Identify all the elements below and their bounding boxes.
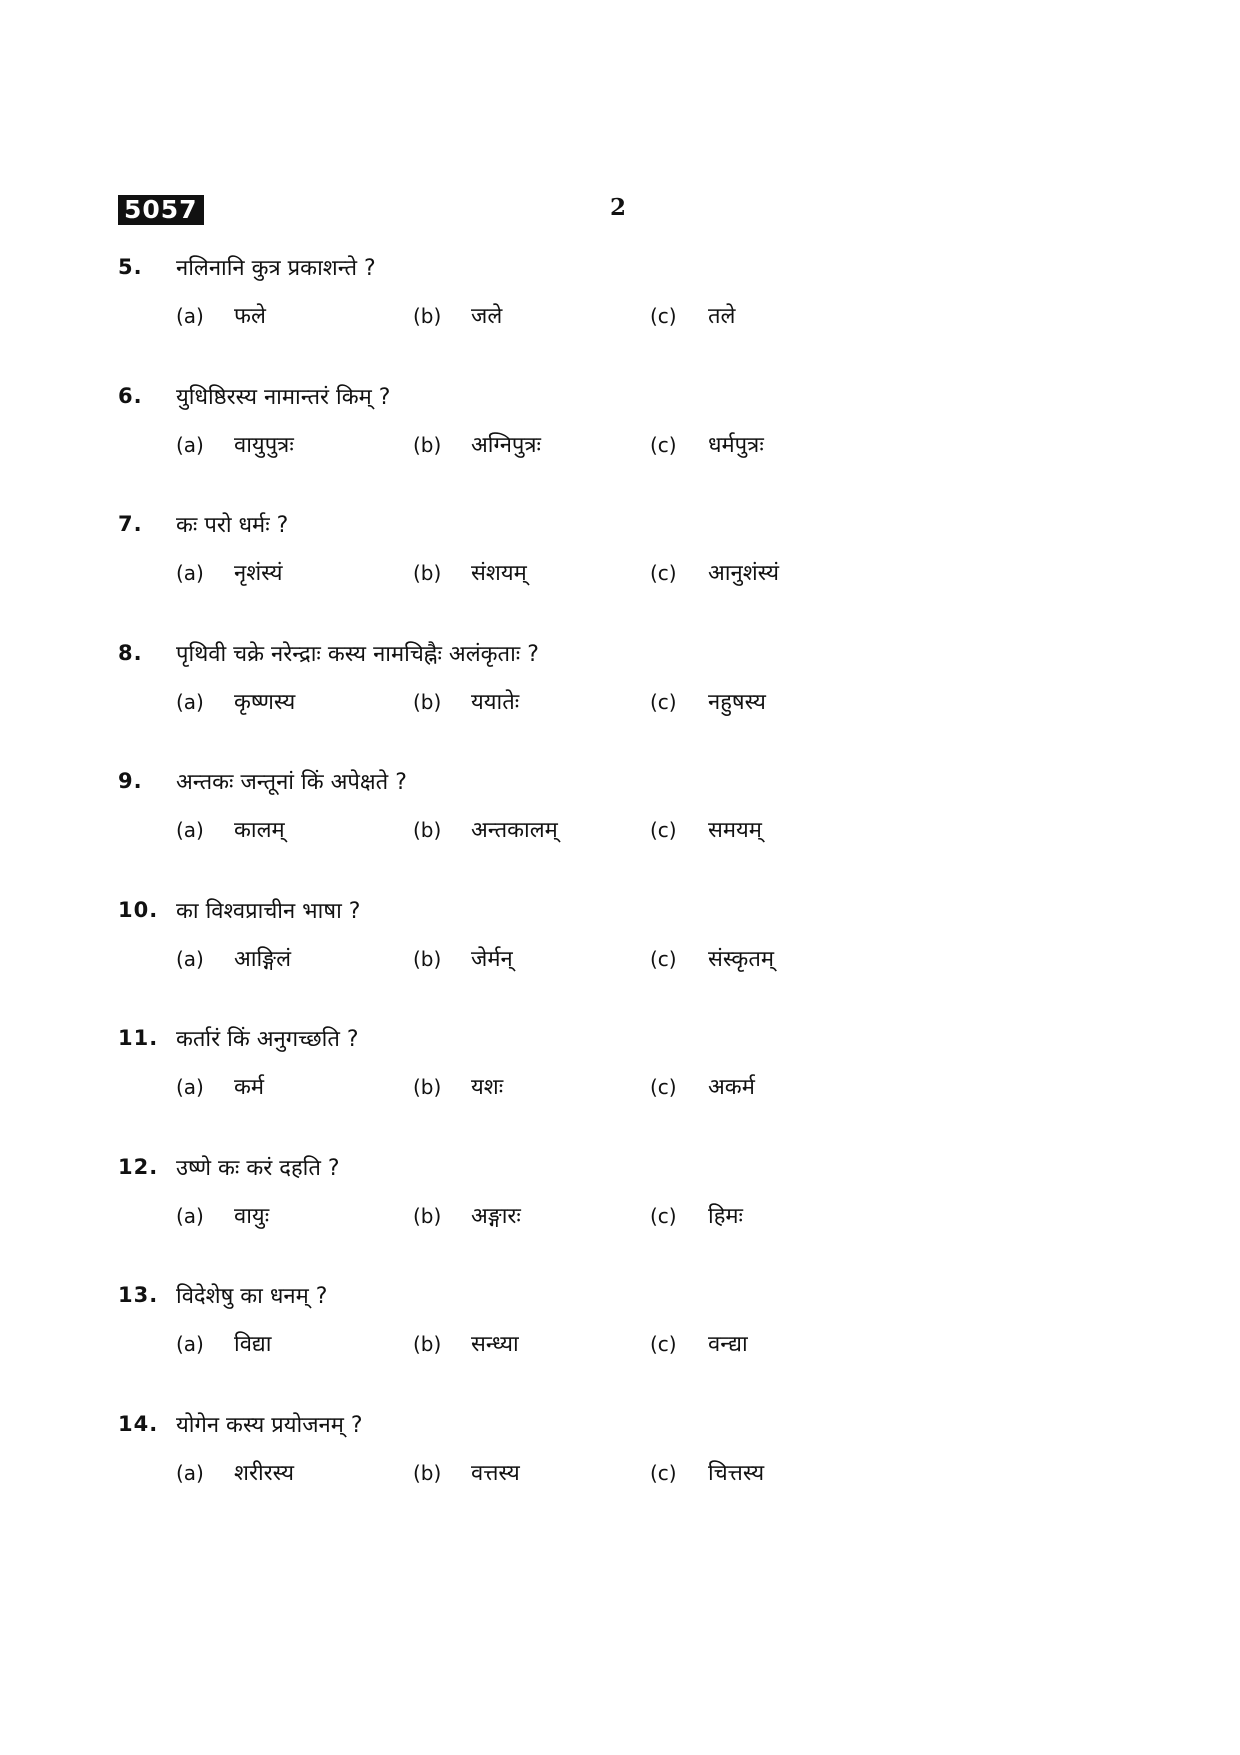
question-number: 12. [118,1154,159,1179]
page-number: 2 [610,194,627,221]
option-label: (c) [650,818,677,842]
question-number: 9. [118,769,143,793]
option-label: (a) [176,818,204,842]
option-label: (a) [176,689,204,714]
option-label: (a) [176,1460,204,1485]
option-text: चित्तस्य [708,1460,765,1486]
option-text: ययातेः [471,689,520,715]
question-text: कः परो धर्मः ? [176,513,289,538]
option-label: (b) [413,304,442,328]
option-c [650,943,774,973]
option-label: (a) [176,946,204,971]
question-number: 8. [118,640,143,665]
option-c [650,1457,764,1487]
option-label: (b) [413,1460,442,1485]
question-item [118,1283,1118,1412]
question-number: 11. [118,1026,159,1050]
option-text: जेर्मन् [471,946,513,972]
option-a [176,943,291,973]
option-b [413,557,527,587]
option-c [650,686,766,716]
option-b [413,1200,521,1230]
option-text: धर्मपुत्रः [708,432,764,458]
question-number: 6. [118,383,143,408]
option-text: वायुः [234,1203,270,1229]
question-text: विदेशेषु का धनम् ? [176,1284,328,1309]
option-label: (c) [650,946,677,971]
option-c [650,300,735,330]
question-item [118,255,1118,384]
option-label: (c) [650,432,677,457]
option-b [413,1071,503,1101]
option-a [176,814,285,844]
option-b [413,1328,519,1358]
question-text: उष्णे कः करं दहति ? [176,1155,340,1181]
option-b [413,943,513,973]
question-text: युधिष्ठिरस्य नामान्तरं किम् ? [176,384,391,410]
question-item [118,769,1118,898]
option-text: अङ्गारः [471,1203,521,1229]
option-label: (c) [650,1460,677,1485]
question-item [118,512,1118,641]
option-text: नृशंस्यं [234,561,283,586]
option-c [650,1328,748,1358]
option-c [650,814,762,844]
option-label: (c) [650,304,677,328]
option-text: जले [471,304,503,329]
option-text: कर्म [234,1075,265,1100]
question-text: का विश्वप्राचीन भाषा ? [176,898,361,924]
option-b [413,300,502,330]
option-c [650,1071,755,1101]
option-label: (b) [413,1332,442,1356]
question-text: अन्तकः जन्तूनां किं अपेक्षते ? [176,770,407,795]
question-item [118,641,1118,770]
page-code-badge: 5057 [118,195,204,225]
option-text: हिमः [708,1203,743,1229]
option-text: वन्द्या [708,1332,748,1357]
option-label: (c) [650,1075,677,1099]
question-item [118,1412,1118,1541]
question-text: नलिनानि कुत्र प्रकाशन्ते ? [176,256,376,281]
option-a [176,1328,272,1358]
option-label: (b) [413,432,442,457]
option-c [650,1200,743,1230]
option-text: आनुशंस्यं [708,561,779,586]
option-text: अकर्म [708,1075,755,1100]
option-label: (b) [413,1203,442,1228]
option-a [176,1200,269,1230]
option-label: (a) [176,1075,204,1099]
question-item [118,1026,1118,1155]
option-label: (a) [176,1203,204,1228]
option-text: शरीरस्य [234,1460,294,1486]
option-label: (c) [650,1332,677,1356]
option-text: संशयम् [471,561,527,586]
option-a [176,557,283,587]
question-item [118,1155,1118,1284]
question-number: 7. [118,512,143,536]
question-item [118,898,1118,1027]
option-text: कालम् [234,818,285,843]
question-number: 5. [118,255,143,279]
option-label: (a) [176,304,204,328]
option-c [650,557,779,587]
option-text: अन्तकालम् [471,818,558,843]
option-label: (b) [413,946,442,971]
question-number: 13. [118,1283,159,1307]
option-label: (b) [413,561,442,585]
option-label: (b) [413,818,442,842]
question-text: योगेन कस्य प्रयोजनम् ? [176,1412,363,1438]
option-label: (c) [650,1203,677,1228]
question-text: कर्तारं किं अनुगच्छति ? [176,1027,359,1052]
option-text: अग्निपुत्रः [471,432,541,458]
question-item [118,384,1118,513]
option-text: कृष्णस्य [234,689,296,715]
option-text: विद्या [234,1332,272,1357]
option-text: समयम् [708,818,762,843]
option-text: आङ्गिलं [234,946,292,972]
option-a [176,429,294,459]
option-b [413,429,541,459]
option-label: (c) [650,561,677,585]
option-b [413,1457,520,1487]
option-label: (b) [413,1075,442,1099]
option-text: फले [234,304,266,329]
option-label: (a) [176,432,204,457]
question-text: पृथिवी चक्रे नरेन्द्राः कस्य नामचिह्नैः अलंकृताः ? [176,641,539,667]
question-number: 10. [118,897,159,922]
option-a [176,1071,264,1101]
option-text: वायुपुत्रः [234,432,294,458]
option-a [176,300,266,330]
option-text: संस्कृतम् [708,946,775,972]
option-a [176,1457,294,1487]
option-b [413,814,558,844]
option-text: वत्तस्य [471,1460,520,1486]
option-a [176,686,295,716]
option-label: (b) [413,689,442,714]
option-label: (c) [650,689,677,714]
option-label: (a) [176,561,204,585]
option-text: यशः [471,1075,504,1100]
option-text: सन्ध्या [471,1332,519,1357]
option-b [413,686,519,716]
option-text: नहुषस्य [708,689,766,715]
question-list [118,255,1118,1540]
question-number: 14. [118,1411,159,1436]
option-c [650,429,764,459]
option-text: तले [708,304,736,329]
option-label: (a) [176,1332,204,1356]
